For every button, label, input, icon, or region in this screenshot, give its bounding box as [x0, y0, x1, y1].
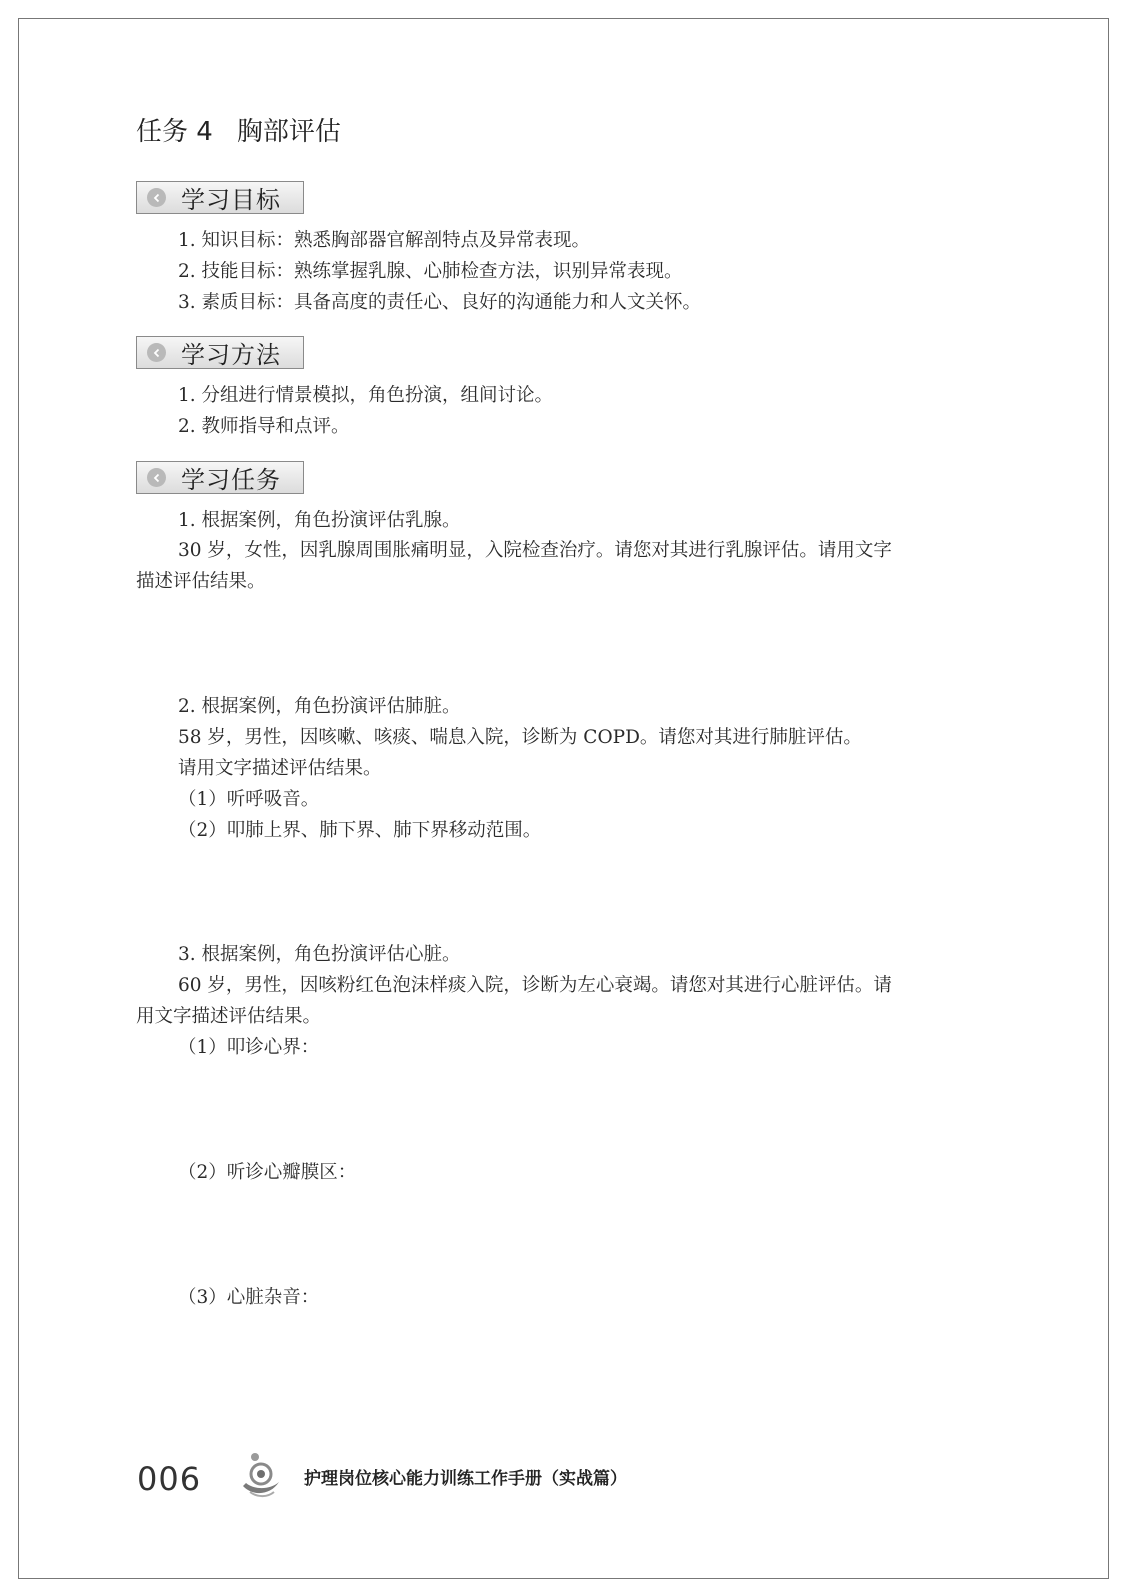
- task2-case-text: 58 岁，男性，因咳嗽、咳痰、喘息入院，诊断为 COPD。请您对其进行肺脏评估。: [178, 727, 862, 748]
- task2-heading: 2. 根据案例，角色扮演评估肺脏。: [178, 696, 461, 717]
- book-title: 护理岗位核心能力训练工作手册（实战篇）: [304, 1469, 627, 1489]
- chevron-left-icon: [147, 468, 166, 487]
- chevron-left-icon: [147, 188, 166, 207]
- method-item: 1. 分组进行情景模拟，角色扮演，组间讨论。: [178, 385, 554, 406]
- task3-sub-item: （1）叩诊心界：: [178, 1037, 320, 1058]
- objective-item: 1. 知识目标：熟悉胸部器官解剖特点及异常表现。: [178, 230, 591, 251]
- section-header-methods: [136, 336, 304, 369]
- objective-item: 2. 技能目标：熟练掌握乳腺、心肺检查方法，识别异常表现。: [178, 261, 683, 282]
- section-label: 学习方法: [181, 341, 281, 369]
- task3-sub-item: （3）心脏杂音：: [178, 1287, 320, 1308]
- task1-case-text: 描述评估结果。: [136, 571, 266, 592]
- section-header-tasks: [136, 461, 304, 494]
- task3-case-text: 用文字描述评估结果。: [136, 1006, 322, 1027]
- task1-case-text: 30 岁，女性，因乳腺周围胀痛明显，入院检查治疗。请您对其进行乳腺评估。请用文字: [178, 540, 892, 561]
- task3-heading: 3. 根据案例，角色扮演评估心脏。: [178, 944, 461, 965]
- task3-case-text: 60 岁，男性，因咳粉红色泡沫样痰入院，诊断为左心衰竭。请您对其进行心脏评估。请: [178, 975, 892, 996]
- objective-item: 3. 素质目标：具备高度的责任心、良好的沟通能力和人文关怀。: [178, 292, 702, 313]
- task-name: 胸部评估: [236, 117, 341, 147]
- task2-sub-item: （2）叩肺上界、肺下界、肺下界移动范围。: [178, 820, 542, 841]
- chevron-left-icon: [147, 343, 166, 362]
- section-label: 学习任务: [181, 466, 281, 494]
- page-number: 006: [137, 1460, 202, 1498]
- book-logo-icon: [240, 1452, 282, 1498]
- method-item: 2. 教师指导和点评。: [178, 416, 350, 437]
- section-label: 学习目标: [181, 186, 281, 214]
- section-header-objectives: [136, 181, 304, 214]
- task-title: [136, 112, 341, 152]
- task2-sub-item: （1）听呼吸音。: [178, 789, 320, 810]
- task1-heading: 1. 根据案例，角色扮演评估乳腺。: [178, 510, 461, 531]
- task-number: 任务 4: [136, 117, 213, 147]
- task3-sub-item: （2）听诊心瓣膜区：: [178, 1162, 357, 1183]
- task2-case-text: 请用文字描述评估结果。: [178, 758, 382, 779]
